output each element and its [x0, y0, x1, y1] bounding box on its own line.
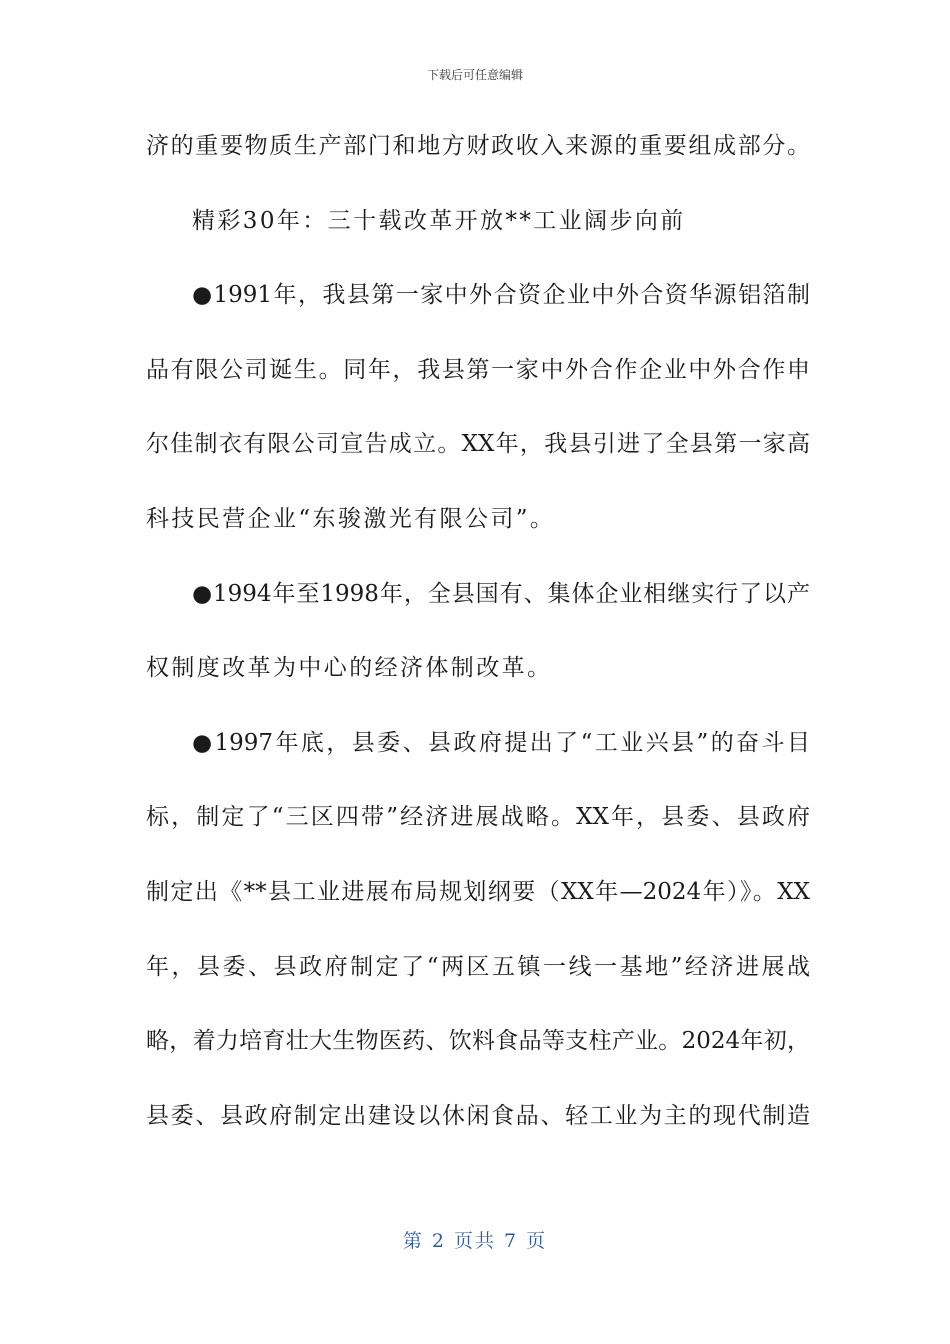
text-line: ●1997年底，县委、县政府提出了“工业兴县”的奋斗目 — [192, 729, 810, 756]
text-line: 济的重要物质生产部门和地方财政收入来源的重要组成部分。 — [146, 133, 810, 159]
page-footer: 第 2 页共 7 页 — [402, 1230, 548, 1252]
text-line: 标，制定了“三区四带”经济进展战略。XX年，县委、县政府 — [146, 804, 810, 831]
text-line: ●1991年，我县第一家中外合资企业中外合资华源铝箔制 — [192, 282, 810, 309]
document-body — [146, 124, 810, 1168]
text-line: 科技民营企业“东骏激光有限公司”。 — [146, 505, 556, 532]
section-heading: 精彩30年：三十载改革开放**工业阔步向前 — [192, 207, 686, 234]
text-line: 品有限公司诞生。同年，我县第一家中外合作企业中外合作申 — [146, 356, 810, 383]
text-line: 权制度改革为中心的经济体制改革。 — [146, 655, 553, 682]
text-line: ●1994年至1998年，全县国有、集体企业相继实行了以产 — [192, 580, 810, 607]
text-line: 年，县委、县政府制定了“两区五镇一线一基地”经济进展战 — [146, 953, 810, 980]
text-line: 县委、县政府制定出建设以休闲食品、轻工业为主的现代制造 — [146, 1102, 810, 1129]
text-line: 制定出《**县工业进展布局规划纲要（XX年—2024年）》。XX — [146, 878, 810, 905]
text-line: 尔佳制衣有限公司宣告成立。XX年，我县引进了全县第一家高 — [146, 431, 810, 458]
text-line: 略，着力培育壮大生物医药、饮料食品等支柱产业。2024年初， — [146, 1028, 810, 1055]
page-header: 下载后可任意编辑 — [426, 68, 523, 82]
